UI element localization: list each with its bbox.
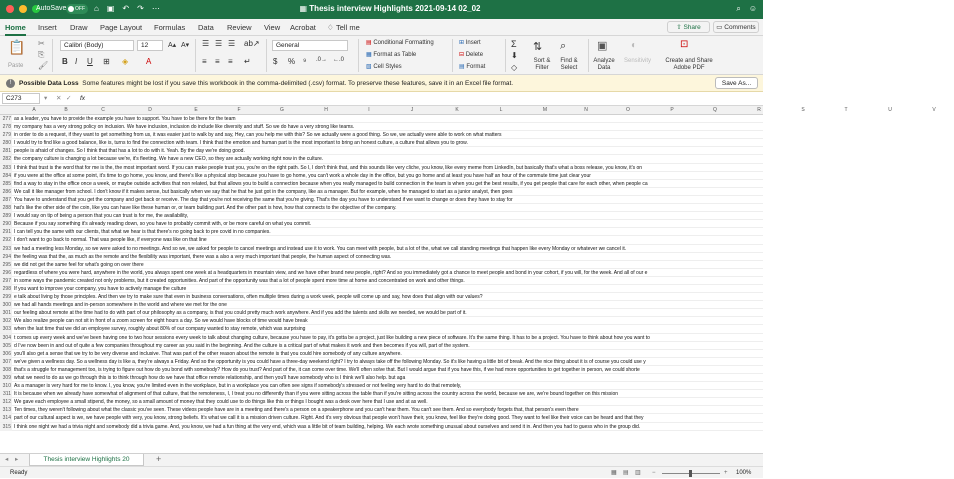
cell-text[interactable]: if you were at the office at some point, it's time to go home, you know, and there's like a physical stop because you have to go home, you can't work a whole day in the office, but you go home and at least you have half an hour of the commute time just clear your xyxy=(14,172,591,179)
cell-text[interactable]: as a leader, you have to provide the example you have to support. You have to be there for the team xyxy=(14,116,236,122)
cell-text[interactable]: We also realize people can not sit in front of a zoom screen for eight hours a day. So we would have blocks of time would have break xyxy=(14,318,308,325)
row-number[interactable]: 297 xyxy=(0,277,12,285)
font-size-select[interactable]: 12 xyxy=(137,40,163,51)
row-number[interactable]: 309 xyxy=(0,374,12,382)
number-format-select[interactable]: General xyxy=(272,40,348,51)
delete-icon: ⊟ xyxy=(459,52,466,58)
column-header[interactable]: U xyxy=(888,107,892,113)
table-row[interactable] xyxy=(0,172,763,180)
font-color-icon[interactable]: A xyxy=(146,57,152,66)
cell-text[interactable]: You have to understand that you get the company and get back or receive. The day that you're not receiving the same that you're giving. That's the day you have to understand if we want to change or does they have to stay for xyxy=(14,196,513,203)
italic-icon[interactable]: I xyxy=(75,57,78,66)
analyze-data-icon[interactable]: ▣ xyxy=(597,40,608,52)
row-number[interactable]: 302 xyxy=(0,317,12,325)
insert-icon: ⊞ xyxy=(459,40,466,46)
copy-icon[interactable]: ⎘ xyxy=(38,50,45,59)
tab-formulas[interactable]: Formulas xyxy=(154,23,186,32)
column-header[interactable]: J xyxy=(410,107,414,113)
row-number[interactable]: 305 xyxy=(0,342,12,350)
fx-icon[interactable]: fx xyxy=(80,95,86,102)
undo-icon[interactable]: ↶ xyxy=(122,4,130,13)
table-row[interactable] xyxy=(0,358,763,366)
home-icon[interactable]: ⌂ xyxy=(94,4,99,13)
cell-text[interactable]: t comes up every week and we've been having one to two hour sessions every week to talk about changing culture, because you have to pay, it's gotta be a project, just like building a new piece of software. It's the same thing. It has to be a project. You have to think about how you want to xyxy=(14,334,650,341)
row-number[interactable]: 308 xyxy=(0,366,12,374)
page-layout-view-icon[interactable]: ▤ xyxy=(623,470,629,476)
row-number[interactable]: 286 xyxy=(0,188,12,196)
column-header[interactable]: T xyxy=(844,107,848,113)
autosave-label: AutoSave xyxy=(36,5,67,12)
increase-font-icon[interactable]: A▴ xyxy=(168,42,177,49)
table-row[interactable] xyxy=(0,366,763,374)
table-row[interactable] xyxy=(0,374,763,382)
lightbulb-icon: ♢ xyxy=(327,23,334,32)
borders-icon[interactable]: ⊞ xyxy=(103,57,110,66)
row-number[interactable]: 303 xyxy=(0,325,12,333)
quick-access-toolbar xyxy=(94,4,160,13)
autosave-toggle[interactable]: OFF xyxy=(66,4,88,14)
row-number[interactable]: 277 xyxy=(0,115,12,123)
table-row[interactable] xyxy=(0,414,763,422)
row-number[interactable]: 279 xyxy=(0,131,12,139)
find-select-icon[interactable]: ⌕ xyxy=(560,40,567,52)
ribbon-tabs xyxy=(0,19,763,36)
row-number[interactable]: 289 xyxy=(0,212,12,220)
cell-text[interactable]: we had all hands meetings and in-person somewhere in the world and where we met for the one xyxy=(14,302,227,309)
row-number[interactable]: 280 xyxy=(0,139,12,147)
document-title: ▦ Thesis interview Highlights 2021-09-14 02_02 xyxy=(299,4,481,13)
cell-text[interactable]: we had a meeting less Monday, so we were asked to no meetings. And so we, we asked for people to cancel meetings and instead use it to work. You can meet with people, but a lot of the, what we call standing meetings that happen like every Monday or whatever we cancel it. xyxy=(14,245,627,252)
row-number[interactable]: 306 xyxy=(0,350,12,358)
font-name-select[interactable]: Calibri (Body) xyxy=(60,40,134,51)
table-row[interactable] xyxy=(0,123,763,131)
add-sheet-icon[interactable]: + xyxy=(156,454,162,464)
title-bar xyxy=(0,0,763,19)
bold-icon[interactable]: B xyxy=(62,57,68,66)
column-header[interactable]: Q xyxy=(713,107,717,113)
cell-text[interactable]: what we need to do as we go through this is to think through how do we have that office remote relationship, and then you'll have somebody who is I think we'll also help. but aga xyxy=(14,375,406,381)
row-number[interactable]: 278 xyxy=(0,123,12,131)
table-row[interactable] xyxy=(0,155,763,163)
column-headers xyxy=(0,106,936,115)
column-header[interactable]: S xyxy=(801,107,805,113)
column-header[interactable]: E xyxy=(194,107,198,113)
column-header[interactable]: N xyxy=(584,107,588,113)
table-row[interactable] xyxy=(0,309,763,317)
column-header[interactable]: K xyxy=(455,107,459,113)
row-number[interactable]: 290 xyxy=(0,220,12,228)
save-icon[interactable]: ▣ xyxy=(106,4,115,13)
cell-text[interactable]: find a way to stay in the office once a week, or maybe outside activities that non related, but that allows you to build a connection because when you really managed to build connection in the team is when you get the best results, if you get people that care for each other, when people ca xyxy=(14,180,648,187)
sheet-tab[interactable]: Thesis interview Highlights 20 xyxy=(29,454,144,466)
align-middle-icon[interactable]: ☰ xyxy=(215,39,223,48)
delete-cells-button[interactable]: ⊟ Delete xyxy=(459,52,484,58)
row-number[interactable]: 301 xyxy=(0,309,12,317)
table-row[interactable] xyxy=(0,406,763,414)
tab-home[interactable]: Home xyxy=(5,23,26,36)
page-break-view-icon[interactable]: ▥ xyxy=(635,470,641,476)
cell-text[interactable]: I think that trust is the word that for me is the, the most important word. If you can make people trust you, you're on the right path. So I, I don't think that, and this sounds like very cliche, you know, like every meme from LinkedIn, but basically that's what a boss release, you know, it's on xyxy=(14,164,643,171)
zoom-out-icon[interactable]: − xyxy=(652,470,656,476)
decrease-font-icon[interactable]: A▾ xyxy=(181,42,190,49)
more-icon[interactable]: ⋯ xyxy=(151,4,160,13)
align-bottom-icon[interactable]: ☰ xyxy=(228,39,236,48)
tab-page-layout[interactable]: Page Layout xyxy=(100,23,143,32)
cell-text[interactable]: we did not get the same feel for what's going on over there xyxy=(14,261,144,268)
row-number[interactable]: 285 xyxy=(0,180,12,188)
tab-data[interactable]: Data xyxy=(198,23,214,32)
worksheet-grid[interactable] xyxy=(0,106,936,453)
row-number[interactable]: 310 xyxy=(0,382,12,390)
row-number[interactable]: 283 xyxy=(0,164,12,172)
table-row[interactable] xyxy=(0,382,763,390)
data-loss-banner xyxy=(0,75,763,92)
cell-text[interactable]: part of our cultural aspect is we, we have people with very, you know, strong beliefs. It's what we call it is a mission driven culture. Right. And it's very obvious that people won't have their, you know, feel like they're doing good. They want to feel like their voice can be heard and that they xyxy=(14,415,644,422)
account-icon[interactable]: ☺ xyxy=(748,4,757,13)
row-number[interactable]: 296 xyxy=(0,269,12,277)
row-number[interactable]: 284 xyxy=(0,172,12,180)
tab-acrobat[interactable]: Acrobat xyxy=(290,23,316,32)
decrease-decimal-icon[interactable]: ←.0 xyxy=(333,57,345,63)
align-left-icon[interactable]: ≡ xyxy=(202,57,207,66)
name-box[interactable]: C273 xyxy=(2,93,40,104)
search-icon[interactable]: ⌕ xyxy=(736,4,741,13)
format-as-table-button[interactable]: ▦ Format as Table xyxy=(366,52,417,58)
sensitivity-button: Sensitivity xyxy=(624,58,652,64)
zoom-level: 100% xyxy=(736,470,752,476)
row-number[interactable]: 315 xyxy=(0,423,12,431)
comment-icon: ▭ xyxy=(716,24,725,31)
row-number[interactable]: 314 xyxy=(0,414,12,422)
clear-icon[interactable]: ◇ xyxy=(511,63,518,72)
table-icon: ▦ xyxy=(366,52,374,58)
sheet-tab-bar xyxy=(0,453,763,466)
row-number[interactable]: 288 xyxy=(0,204,12,212)
table-row[interactable] xyxy=(0,236,763,244)
cell-text[interactable]: We call it like manager from school. I don't know if it makes sense, but basically when we say that he that he just got in the company, like as a manager. But for example, when he managed to start as a junior analyst, then goes xyxy=(14,188,513,195)
cancel-icon[interactable]: ✕ xyxy=(56,95,62,102)
conditional-formatting-icon: ▤ xyxy=(366,40,374,46)
autosum-icon[interactable]: Σ xyxy=(511,39,517,49)
table-row[interactable] xyxy=(0,334,763,342)
cell-text[interactable]: when the last time that we did an employee survey, roughly about 80% of our company wanted to stay remote, which was surprising xyxy=(14,326,306,333)
redo-icon[interactable]: ↷ xyxy=(137,4,144,13)
cell-text[interactable]: d I've now been in and out of quite a few companies throughout my career as you said in the beginning. And the culture is a critical part of what makes it work and then becomes if you will, part of the system. xyxy=(14,342,470,349)
table-row[interactable] xyxy=(0,269,763,277)
row-number[interactable]: 281 xyxy=(0,147,12,155)
minimize-window-button[interactable] xyxy=(19,5,27,13)
cell-text[interactable]: my company has a very strong policy on inclusion. We have inclusion, inclusion do include like diversity and stuff. So we do have a very strong like teams. xyxy=(14,124,355,131)
table-row[interactable] xyxy=(0,423,763,431)
cell-text[interactable]: we've given a wellness day. So a wellness day is like a, they're always a Friday. And so the opportunity is you could have a three-day weekend right? I try to always take off the following Monday. So it's like having a little bit of break. And the nice thing about it is of course you could use y xyxy=(14,358,646,365)
format-cells-button[interactable]: ▤ Format xyxy=(459,64,486,70)
align-center-icon[interactable]: ≡ xyxy=(215,57,220,66)
row-number[interactable]: 304 xyxy=(0,334,12,342)
row-number[interactable]: 313 xyxy=(0,406,12,414)
paste-label[interactable]: Paste xyxy=(8,63,24,69)
column-header[interactable]: A xyxy=(32,107,36,113)
tab-draw[interactable]: Draw xyxy=(70,23,88,32)
column-header[interactable]: I xyxy=(368,107,370,113)
next-sheet-icon[interactable]: ▸ xyxy=(15,456,19,463)
table-row[interactable] xyxy=(0,180,763,188)
table-row[interactable] xyxy=(0,164,763,172)
analyze-data-button[interactable]: Analyze Data xyxy=(593,58,615,71)
cell-text[interactable]: you'll also get a sense that we try to be very diverse and inclusive. That was part of the other reason about the remote is that you could hire somebody of any culture anywhere. xyxy=(14,350,402,357)
find-select-button[interactable]: Find & Select xyxy=(560,58,578,71)
orientation-icon[interactable]: ab↗ xyxy=(244,39,260,48)
column-header[interactable]: V xyxy=(932,107,936,113)
banner-title: Possible Data Loss xyxy=(19,80,79,87)
wrap-text-icon[interactable]: ↵ xyxy=(244,57,251,66)
table-row[interactable] xyxy=(0,139,763,147)
insert-cells-button[interactable]: ⊞ Insert xyxy=(459,40,481,46)
column-header[interactable]: D xyxy=(148,107,152,113)
table-row[interactable] xyxy=(0,196,763,204)
share-icon: ⇧ xyxy=(676,24,684,31)
rows-container xyxy=(0,115,763,431)
currency-icon[interactable]: $ xyxy=(273,57,278,66)
fill-icon[interactable]: ⬇ xyxy=(511,51,518,60)
table-row[interactable] xyxy=(0,277,763,285)
cell-text[interactable]: that's a struggle for management too, is trying to figure out how do you bond with somebody? How do you trust? And part of the, it can come over time. We'll often solve that. But I would argue that if you have this, if we had more opportunities to get together in person, we could shorte xyxy=(14,366,640,373)
column-header[interactable]: P xyxy=(670,107,674,113)
row-number[interactable]: 287 xyxy=(0,196,12,204)
formula-bar xyxy=(0,92,763,106)
window-controls[interactable] xyxy=(6,5,40,13)
home-ribbon xyxy=(0,36,763,75)
table-row[interactable] xyxy=(0,147,763,155)
percent-icon[interactable]: % xyxy=(288,57,296,66)
table-row[interactable] xyxy=(0,398,763,406)
cell-styles-icon: ▧ xyxy=(366,64,374,70)
cell-text[interactable]: Because if you say something it's already reading down, so you have to probably commit with, or be more careful on what you commit. xyxy=(14,221,312,228)
normal-view-icon[interactable]: ▦ xyxy=(611,470,617,476)
prev-sheet-icon[interactable]: ◂ xyxy=(5,456,9,463)
conditional-formatting-button[interactable]: ▤ Conditional Formatting xyxy=(366,40,434,46)
row-number[interactable]: 298 xyxy=(0,285,12,293)
cell-text[interactable]: the feeling was that the, as much as the remote and the flexibility was important, there was a also a very much important that people, the human aspect of connecting was. xyxy=(14,253,392,260)
confirm-icon[interactable]: ✓ xyxy=(66,95,72,102)
align-right-icon[interactable]: ≡ xyxy=(228,57,233,66)
cell-text[interactable]: As a manager is very hard for me to know. I, you know, you're limited even in the workplace, but in a workplace you can often see signs if somebody's stressed or not feeling very hard to do that remotely, xyxy=(14,383,462,390)
row-number[interactable]: 299 xyxy=(0,293,12,301)
cell-text[interactable]: people is afraid of changes. So I think that that has a lot to do with it. Yeah. By the day we're doing good. xyxy=(14,148,245,155)
table-row[interactable] xyxy=(0,253,763,261)
cell-text[interactable]: our feeling about remote at the time had to do with part of our philosophy as a company, is that you could pretty much work anywhere. And if you add the talents and skills we needed, we would be part of it. xyxy=(14,310,467,317)
cell-text[interactable]: hat's like the other side of the coin, like you can have like these human or, or team building part. And the other part is how, how that connects to the objective of the company. xyxy=(14,205,397,212)
table-row[interactable] xyxy=(0,188,763,196)
row-number[interactable]: 293 xyxy=(0,245,12,253)
paste-icon[interactable]: 📋 xyxy=(8,39,26,55)
table-row[interactable] xyxy=(0,301,763,309)
format-painter-icon[interactable]: 🖌 xyxy=(38,61,49,70)
table-row[interactable] xyxy=(0,245,763,253)
row-number[interactable]: 291 xyxy=(0,228,12,236)
cell-text[interactable]: I don't want to go back to normal. That was people like, if everyone was like on that line xyxy=(14,237,207,244)
row-number[interactable]: 311 xyxy=(0,390,12,398)
cell-text[interactable]: the company culture is changing a lot because we're, it's fleeting. We have a new CEO, so they are actually working right now in the culture. xyxy=(14,156,324,163)
cell-text[interactable]: I would try to find like a good balance, like is, turns to find the connection with team. I think that the emotion and human part is the most important to bring an honest culture, a culture that allows you to grow. xyxy=(14,140,468,147)
column-header[interactable]: G xyxy=(280,107,284,113)
status-bar xyxy=(0,466,763,478)
column-header[interactable]: B xyxy=(64,107,68,113)
table-row[interactable] xyxy=(0,204,763,212)
comments-button[interactable]: ▭ Comments xyxy=(713,21,759,33)
cell-text[interactable]: I would say on tip of being a person that you can trust is for me, the availability, xyxy=(14,213,189,220)
table-row[interactable] xyxy=(0,212,763,220)
cell-text[interactable]: Ten times, they weren't following about what the classic you've seen. These videos people have are in a meeting and there's a person on a speakerphone and you can't hear them. You can't see them. And so everybody forgets that, that person's even there xyxy=(14,407,579,414)
table-row[interactable] xyxy=(0,342,763,350)
table-row[interactable] xyxy=(0,261,763,269)
row-number[interactable]: 312 xyxy=(0,398,12,406)
table-row[interactable] xyxy=(0,390,763,398)
cell-text[interactable]: in some ways the pandemic created not only problems, but it created opportunities. And part of the opportunity was that a lot of people spent more time at home and concentrated on work and other things. xyxy=(14,277,465,284)
column-header[interactable]: H xyxy=(324,107,328,113)
table-row[interactable] xyxy=(0,115,763,123)
row-number[interactable]: 300 xyxy=(0,301,12,309)
column-header[interactable]: F xyxy=(237,107,241,113)
status-ready: Ready xyxy=(10,470,28,476)
sort-filter-icon[interactable]: ⇅ xyxy=(533,41,543,53)
info-icon: ! xyxy=(6,79,15,88)
row-number[interactable]: 295 xyxy=(0,261,12,269)
tab-insert[interactable]: Insert xyxy=(38,23,57,32)
row-number[interactable]: 282 xyxy=(0,155,12,163)
cell-text[interactable]: regardless of where you were hard, anywhere in the world, you always spent one week at a headquarters in mountain view, and we have other brand new people, right? And so you immediately got a chance to meet people and bond in your cohort, if you will, for the week. And all of our e xyxy=(14,269,648,276)
banner-text: Some features might be lost if you save this workbook in the comma-delimited (.csv) format. To preserve these features, save it in an Excel file format. xyxy=(82,80,514,87)
formula-input[interactable] xyxy=(96,93,759,104)
table-row[interactable] xyxy=(0,285,763,293)
tell-me-search[interactable]: Tell me xyxy=(336,23,360,32)
save-as-button[interactable]: Save As... xyxy=(715,77,758,89)
cell-text[interactable]: I can tell you the same with our clients, that what we hear is that there's no going back to pre covid in no companies. xyxy=(14,229,271,236)
cell-text[interactable]: We gave each employee a small stipend, the money, so a small amount of money that they could use to do things like this or things I bought was a desk over here that I use and at as well. xyxy=(14,399,428,406)
increase-decimal-icon[interactable]: .0→ xyxy=(316,57,328,63)
column-header[interactable]: R xyxy=(757,107,761,113)
sort-filter-button[interactable]: Sort & Filter xyxy=(533,58,551,71)
align-top-icon[interactable]: ☰ xyxy=(202,39,210,48)
table-row[interactable] xyxy=(0,350,763,358)
table-row[interactable] xyxy=(0,131,763,139)
table-row[interactable] xyxy=(0,293,763,301)
chevron-down-icon[interactable]: ▾ xyxy=(44,95,48,102)
cut-icon[interactable]: ✂ xyxy=(38,39,45,48)
excel-file-icon: ▦ xyxy=(299,4,310,13)
cell-text[interactable]: I think one night we had a trivia night and somebody did a trivia game. And, you know, we had a fun thing at the very end, which was a little bit of team building, helping. We each wrote something unusual about ourselves and send it in. And then you had to guess who in the group did. xyxy=(14,423,641,430)
sensitivity-icon: ◐ xyxy=(631,40,638,51)
format-icon: ▤ xyxy=(459,64,467,70)
table-row[interactable] xyxy=(0,228,763,236)
cell-text[interactable]: If you want to improve your company, you have to actively manage the culture xyxy=(14,285,187,292)
cell-text[interactable]: in order to do a request, if they want to get something from us, it was easier just to walk by and say, Hey, can you help me with this? So we actually were a good thing. So we, we actually were able to work on what matters xyxy=(14,132,502,139)
comma-icon[interactable]: ⁹ xyxy=(303,57,307,66)
zoom-in-icon[interactable]: + xyxy=(724,470,728,476)
row-number[interactable]: 292 xyxy=(0,236,12,244)
tab-view[interactable]: View xyxy=(264,23,281,32)
zoom-slider-thumb[interactable] xyxy=(689,470,692,477)
underline-icon[interactable]: U xyxy=(87,57,93,66)
cell-text[interactable]: e talk about living by those principles. And then we try to make sure that even in business conversations, often multiple times during a work week, people will come up and say, how does that align with our values? xyxy=(14,294,483,301)
row-number[interactable]: 307 xyxy=(0,358,12,366)
tab-review[interactable]: Review xyxy=(227,23,252,32)
column-header[interactable]: M xyxy=(542,107,548,113)
column-header[interactable]: L xyxy=(499,107,503,113)
cell-styles-button[interactable]: ▧ Cell Styles xyxy=(366,64,402,70)
adobe-pdf-icon[interactable]: ⊡ xyxy=(680,39,689,50)
create-share-pdf-button[interactable]: Create and Share Adobe PDF xyxy=(665,58,713,71)
close-window-button[interactable] xyxy=(6,5,14,13)
table-row[interactable] xyxy=(0,317,763,325)
row-number[interactable]: 294 xyxy=(0,253,12,261)
column-header[interactable]: C xyxy=(101,107,105,113)
fill-color-icon[interactable]: ◈ xyxy=(122,57,129,66)
table-row[interactable] xyxy=(0,220,763,228)
table-row[interactable] xyxy=(0,325,763,333)
column-header[interactable]: O xyxy=(626,107,630,113)
cell-text[interactable]: It is because when we already have somewhat of alignment of that culture, that the remoteness, I, I treat you no differently than if you were sitting across the table than if you're sitting across the country across the world, because we are, we're bound together on this mission xyxy=(14,391,619,398)
share-button[interactable]: ⇧ Share xyxy=(667,21,710,33)
